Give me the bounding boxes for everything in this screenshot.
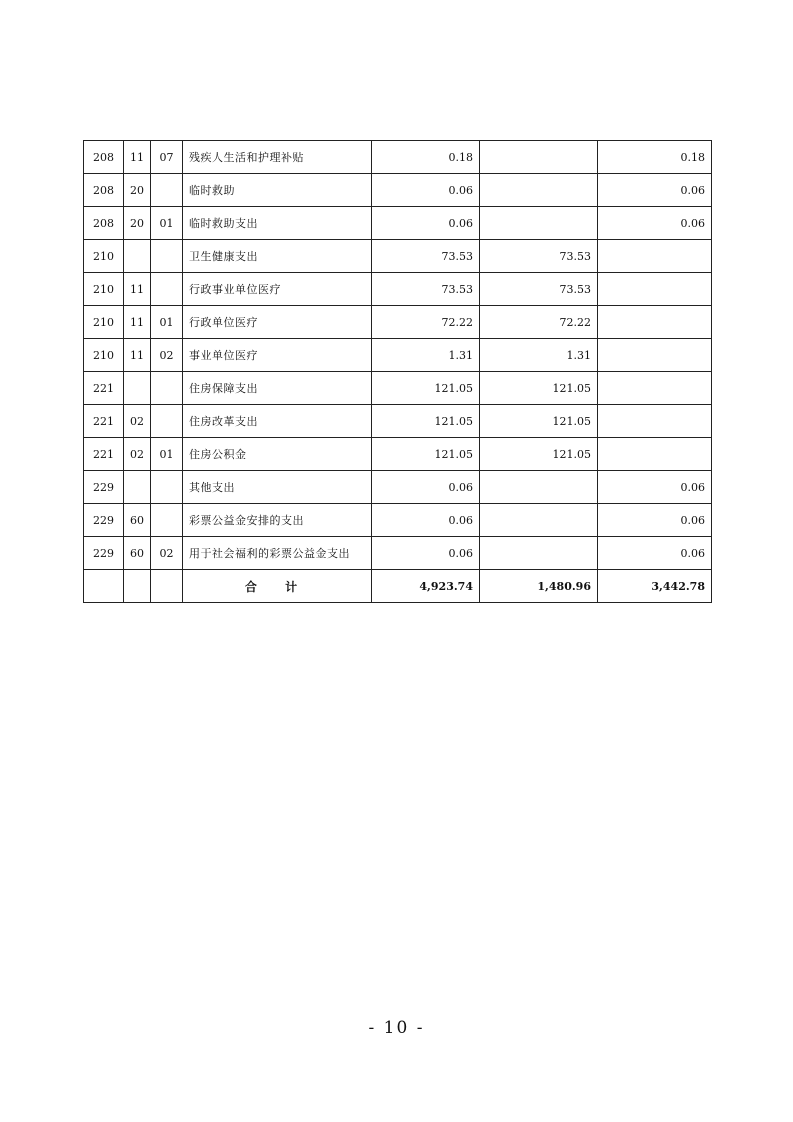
subject-name-cell: 彩票公益金安排的支出: [183, 504, 372, 537]
project-amount-cell: [598, 240, 712, 273]
subitem-code-cell: [151, 240, 183, 273]
item-code-cell: 11: [124, 339, 151, 372]
subitem-code-cell: [151, 504, 183, 537]
total-amount-cell: 0.06: [372, 207, 480, 240]
basic-amount-cell: [480, 174, 598, 207]
total-row: [84, 570, 712, 603]
subject-name-cell: 其他支出: [183, 471, 372, 504]
total-amount-cell: 121.05: [372, 438, 480, 471]
table-row: [84, 537, 712, 570]
total-project-amount: 3,442.78: [598, 570, 712, 603]
total-code-cell: [124, 570, 151, 603]
subitem-code-cell: 07: [151, 141, 183, 174]
project-amount-cell: 0.06: [598, 471, 712, 504]
subitem-code-cell: 01: [151, 306, 183, 339]
total-amount-cell: 121.05: [372, 405, 480, 438]
total-amount-cell: 1.31: [372, 339, 480, 372]
project-amount-cell: 0.06: [598, 504, 712, 537]
total-amount-cell: 73.53: [372, 240, 480, 273]
project-amount-cell: 0.06: [598, 174, 712, 207]
subject-name-cell: 行政单位医疗: [183, 306, 372, 339]
basic-amount-cell: [480, 504, 598, 537]
table-row: [84, 306, 712, 339]
basic-amount-cell: [480, 471, 598, 504]
category-code-cell: 208: [84, 207, 124, 240]
basic-amount-cell: [480, 537, 598, 570]
category-code-cell: 221: [84, 405, 124, 438]
total-amount-cell: 0.18: [372, 141, 480, 174]
budget-table: [83, 140, 712, 603]
total-basic-amount: 1,480.96: [480, 570, 598, 603]
project-amount-cell: [598, 405, 712, 438]
subject-name-cell: 临时救助: [183, 174, 372, 207]
page-number: - 10 -: [368, 1018, 425, 1038]
basic-amount-cell: 1.31: [480, 339, 598, 372]
table-body: [84, 141, 712, 570]
table-row: [84, 339, 712, 372]
item-code-cell: 60: [124, 537, 151, 570]
total-amount-cell: 0.06: [372, 174, 480, 207]
table-row: [84, 438, 712, 471]
subject-name-cell: 临时救助支出: [183, 207, 372, 240]
item-code-cell: 20: [124, 207, 151, 240]
category-code-cell: 221: [84, 372, 124, 405]
basic-amount-cell: 73.53: [480, 240, 598, 273]
category-code-cell: 210: [84, 306, 124, 339]
total-amount-cell: 0.06: [372, 471, 480, 504]
subject-name-cell: 住房公积金: [183, 438, 372, 471]
total-amount: 4,923.74: [372, 570, 480, 603]
table-row: [84, 405, 712, 438]
total-amount-cell: 0.06: [372, 537, 480, 570]
table-row: [84, 372, 712, 405]
project-amount-cell: [598, 339, 712, 372]
project-amount-cell: [598, 273, 712, 306]
table-row: [84, 273, 712, 306]
basic-amount-cell: 121.05: [480, 372, 598, 405]
subitem-code-cell: [151, 273, 183, 306]
table-row: [84, 174, 712, 207]
category-code-cell: 229: [84, 504, 124, 537]
basic-amount-cell: 72.22: [480, 306, 598, 339]
table-row: [84, 141, 712, 174]
item-code-cell: 11: [124, 306, 151, 339]
subject-name-cell: 事业单位医疗: [183, 339, 372, 372]
basic-amount-cell: 73.53: [480, 273, 598, 306]
subitem-code-cell: [151, 471, 183, 504]
category-code-cell: 210: [84, 339, 124, 372]
project-amount-cell: [598, 438, 712, 471]
item-code-cell: 02: [124, 438, 151, 471]
subitem-code-cell: 01: [151, 438, 183, 471]
total-code-cell: [151, 570, 183, 603]
total-amount-cell: 72.22: [372, 306, 480, 339]
total-amount-cell: 121.05: [372, 372, 480, 405]
total-amount-cell: 73.53: [372, 273, 480, 306]
subject-name-cell: 残疾人生活和护理补贴: [183, 141, 372, 174]
item-code-cell: 11: [124, 273, 151, 306]
subitem-code-cell: 02: [151, 537, 183, 570]
project-amount-cell: [598, 306, 712, 339]
subitem-code-cell: [151, 405, 183, 438]
subitem-code-cell: 02: [151, 339, 183, 372]
project-amount-cell: [598, 372, 712, 405]
category-code-cell: 208: [84, 174, 124, 207]
subject-name-cell: 用于社会福利的彩票公益金支出: [183, 537, 372, 570]
item-code-cell: [124, 372, 151, 405]
basic-amount-cell: [480, 141, 598, 174]
basic-amount-cell: 121.05: [480, 438, 598, 471]
total-label: 合 计: [183, 570, 372, 603]
table-row: [84, 504, 712, 537]
total-code-cell: [84, 570, 124, 603]
item-code-cell: [124, 471, 151, 504]
subject-name-cell: 住房保障支出: [183, 372, 372, 405]
category-code-cell: 221: [84, 438, 124, 471]
item-code-cell: [124, 240, 151, 273]
table-row: [84, 240, 712, 273]
subject-name-cell: 卫生健康支出: [183, 240, 372, 273]
subject-name-cell: 行政事业单位医疗: [183, 273, 372, 306]
category-code-cell: 210: [84, 273, 124, 306]
category-code-cell: 208: [84, 141, 124, 174]
basic-amount-cell: 121.05: [480, 405, 598, 438]
subitem-code-cell: 01: [151, 207, 183, 240]
category-code-cell: 229: [84, 537, 124, 570]
category-code-cell: 229: [84, 471, 124, 504]
item-code-cell: 60: [124, 504, 151, 537]
total-amount-cell: 0.06: [372, 504, 480, 537]
item-code-cell: 11: [124, 141, 151, 174]
project-amount-cell: 0.06: [598, 207, 712, 240]
project-amount-cell: 0.06: [598, 537, 712, 570]
table-row: [84, 207, 712, 240]
basic-amount-cell: [480, 207, 598, 240]
item-code-cell: 20: [124, 174, 151, 207]
project-amount-cell: 0.18: [598, 141, 712, 174]
subject-name-cell: 住房改革支出: [183, 405, 372, 438]
table-row: [84, 471, 712, 504]
category-code-cell: 210: [84, 240, 124, 273]
subitem-code-cell: [151, 174, 183, 207]
item-code-cell: 02: [124, 405, 151, 438]
subitem-code-cell: [151, 372, 183, 405]
